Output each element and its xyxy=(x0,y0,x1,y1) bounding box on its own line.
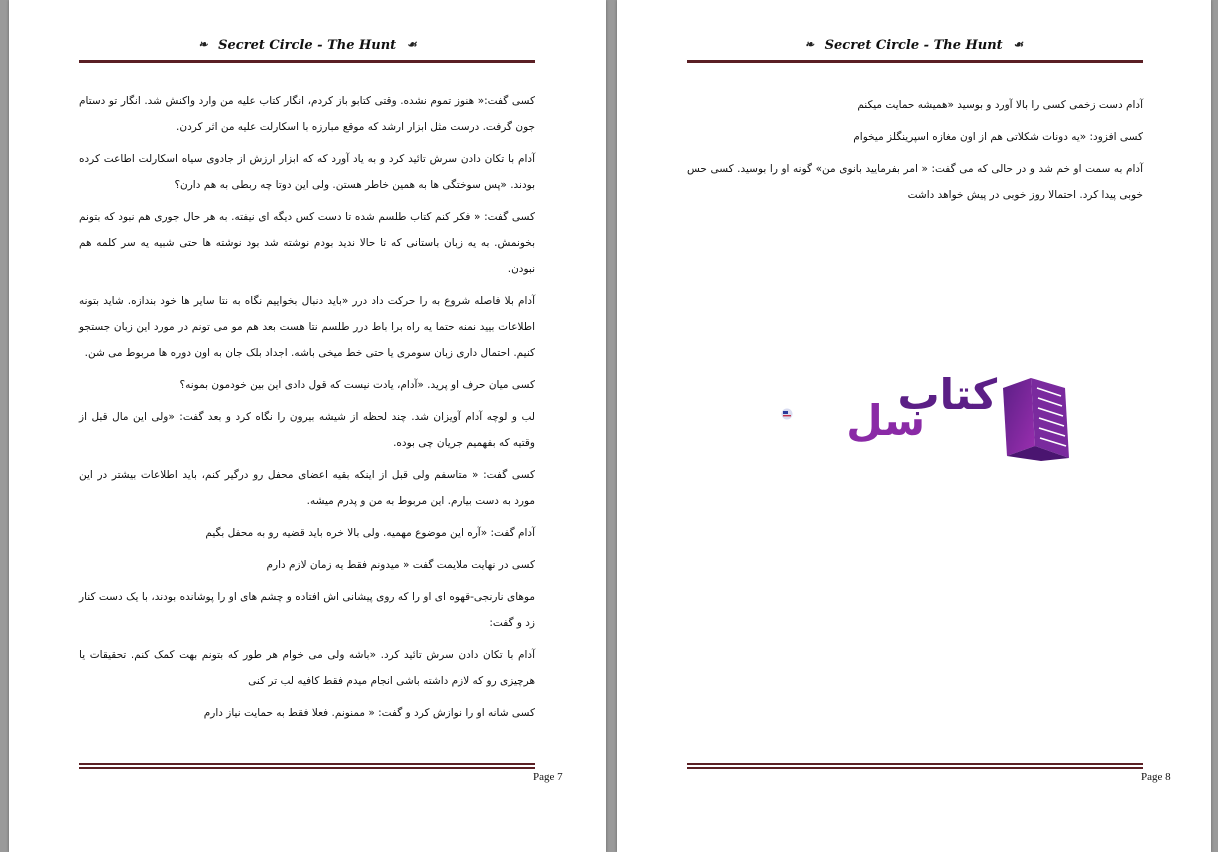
paragraph: کسی شانه او را نوازش کرد و گفت: « ممنونم. فعلا فقط به حمایت نیاز دارم xyxy=(203,707,535,719)
page-number: Page 8 xyxy=(1141,771,1171,783)
page-header xyxy=(617,38,1211,58)
flag-dot-icon xyxy=(781,408,793,420)
document-page-7 xyxy=(9,0,606,852)
paragraph: کسی در نهایت ملایمت گفت « میدونم فقط یه زمان لازم دارم xyxy=(266,559,535,571)
paragraph: کسی گفت: « متاسفم ولی قبل از اینکه بقیه اعضای محفل رو درگیر کنم، باید اطلاعات بیشتر در این مورد به دست بیارم. این مربوط به من و پدرم میشه. xyxy=(79,469,535,507)
logo-text-kitab: کتاب xyxy=(897,370,997,419)
footer-rule xyxy=(687,763,1143,769)
header-title: Secret Circle - The Hunt xyxy=(218,38,397,53)
footer-rule xyxy=(79,763,535,769)
ketabsal-logo xyxy=(775,368,1075,468)
paragraph: کسی گفت:« هنوز تموم نشده. وقتی کتابو باز کردم، انگار کتاب علیه من وارد واکنش شد. انگار تو دستام جون گرفت. درست مثل ابزار ارشد که موقع مبارزه با اسکارلت علیه من اثر کردن. xyxy=(79,95,535,133)
page-header xyxy=(9,38,606,58)
document-page-8 xyxy=(617,0,1211,852)
header-rule xyxy=(687,60,1143,63)
paragraph: کسی افزود: «یه دونات شکلاتی هم از اون مغازه اسپرینگلز میخوام xyxy=(853,131,1143,143)
paragraph: آدام گفت: «آره این موضوع مهمیه. ولی بالا خره باید قضیه رو به محفل بگیم xyxy=(205,527,535,539)
paragraph: آدام با تکان دادن سرش تائید کرد. «باشه ولی می خوام هر طور که بتونم بهت کمک کنم. تحقیقات یا هرچیزی رو که لازم داشته باشی انجام میدم فقط کافیه لب تر کنی xyxy=(79,649,535,687)
ornament-right-icon: ☙ xyxy=(1013,38,1024,51)
paragraph: موهای نارنجی-قهوه ای او را که روی پیشانی اش افتاده و چشم های او را پوشانده بودند، با یک دست کنار زد و گفت: xyxy=(79,591,535,629)
logo-text-sal: سل xyxy=(846,396,925,445)
page-number: Page 7 xyxy=(533,771,563,783)
paragraph: کسی میان حرف او پرید. «آدام، یادت نیست که قول دادی این بین خودمون بمونه؟ xyxy=(179,379,535,391)
book-icon xyxy=(995,376,1075,461)
ornament-left-icon: ❧ xyxy=(804,38,815,51)
paragraph: آدام دست زخمی کسی را بالا آورد و بوسید «همیشه حمایت میکنم xyxy=(857,99,1143,111)
paragraph: آدام بلا فاصله شروع به را حرکت داد درر «باید دنبال بخواییم نگاه به نتا سایر ها خود بندازه. شاید بتونه اطلاعات بیید نمنه حتما یه راه برا باط درر طلسم نتا هست بعد هم مو می تونم در مورد این زبان جستجو کنیم. احتمال داری زبان سومری یا حتی خط میخی باشه. اجداد بلک جان به اون دوره ها مربوط می شن. xyxy=(79,295,535,359)
page-body xyxy=(79,88,535,732)
page-body xyxy=(687,92,1143,214)
paragraph: لب و لوچه آدام آویزان شد. چند لحظه از شیشه بیرون را نگاه کرد و بعد گفت: «ولی این مال قبل از وقتیه که بفهمیم جریان چی بوده. xyxy=(79,411,535,449)
ornament-left-icon: ❧ xyxy=(198,38,208,51)
paragraph: کسی گفت: « فکر کنم کتاب طلسم شده تا دست کس دیگه ای نیفته. به هر حال جوری هم نبود که بتونم بخونمش. به یه زبان باستانی که تا حالا ندید بودم نوشته شد بود نوشته ها حتی شبیه یه سر کلمه هم نبودن. xyxy=(79,211,535,275)
paragraph: آدام به سمت او خم شد و در حالی که می گفت: « امر بفرمایید بانوی من» گونه او را بوسید. کسی حس خوبی پیدا کرد. احتمالا روز خوبی در پیش خواهد داشت xyxy=(687,163,1143,201)
paragraph: آدام با تکان دادن سرش تائید کرد و به یاد آورد که که ابزار ارزش از جادوی سیاه اسکارلت اطاعت کرده بودند. «پس سوختگی ها به همین خاطر هستن. ولی این دوتا چه ربطی به هم دارن؟ xyxy=(79,153,535,191)
ornament-right-icon: ☙ xyxy=(406,38,417,51)
header-title: Secret Circle - The Hunt xyxy=(824,38,1003,53)
header-rule xyxy=(79,60,535,63)
